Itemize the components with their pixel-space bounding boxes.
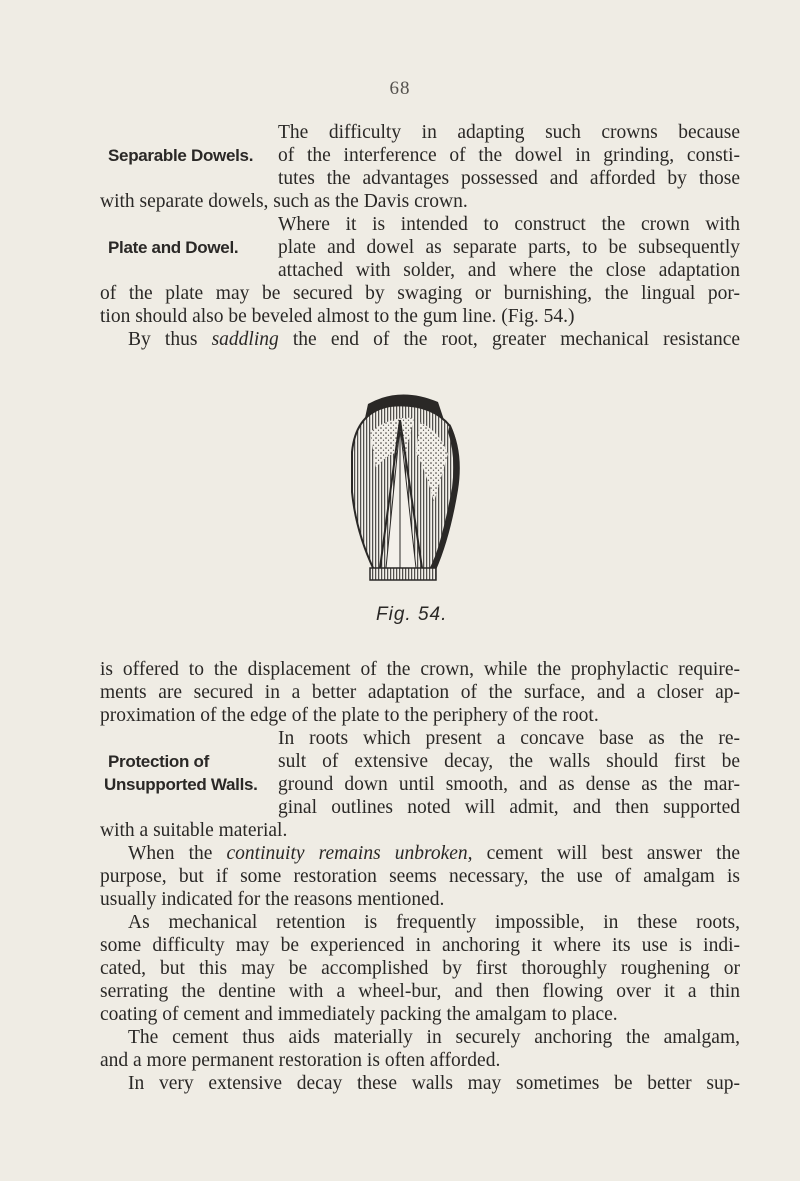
tooth-root-drawing — [330, 392, 470, 592]
text-line: sult of extensive decay, the walls should first be — [278, 751, 740, 772]
text-line: attached with solder, and where the close adaptation — [278, 260, 740, 281]
text-line: tutes the advantages possessed and afforded by those — [278, 168, 740, 189]
emphasis-text: continuity remains unbroken, — [226, 843, 473, 864]
text-span: When the — [128, 843, 227, 864]
text-line: with separate dowels, such as the Davis crown. — [100, 191, 468, 212]
text-line: ground down until smooth, and as dense as the mar- — [278, 774, 740, 795]
text-line: Where it is intended to construct the crown with — [278, 214, 740, 235]
text-line: and a more permanent restoration is often afforded. — [100, 1050, 501, 1071]
side-heading-unsupported-walls: Unsupported Walls. — [104, 775, 258, 794]
text-line: The difficulty in adapting such crowns because — [278, 122, 740, 143]
text-line: of the plate may be secured by swaging or burnishing, the lingual por- — [100, 283, 740, 304]
figure-caption: Fig. 54. — [376, 604, 448, 625]
text-line: The cement thus aids materially in securely anchoring the amalgam, — [128, 1027, 740, 1048]
text-line — [128, 842, 740, 865]
text-line: cated, but this may be accomplished by first thoroughly roughening or — [100, 958, 740, 979]
text-line: of the interference of the dowel in grinding, consti- — [278, 145, 740, 166]
emphasis-text: saddling — [211, 329, 279, 350]
text-span: the end of the root, greater mechanical resistance — [278, 329, 741, 350]
text-line: usually indicated for the reasons mentioned. — [100, 889, 445, 910]
text-line: ginal outlines noted will admit, and then supported — [278, 797, 740, 818]
side-heading-protection: Protection of — [108, 752, 209, 771]
text-line: with a suitable material. — [100, 820, 288, 841]
page-number: 68 — [389, 78, 411, 99]
figure-tooth-root-illustration — [330, 392, 470, 592]
side-heading-plate-and-dowel: Plate and Dowel. — [108, 238, 239, 257]
text-line: coating of cement and immediately packing the amalgam to place. — [100, 1004, 618, 1025]
text-line: ments are secured in a better adaptation of the surface, and a closer ap- — [100, 682, 740, 703]
text-line: In roots which present a concave base as the re- — [278, 728, 740, 749]
text-line: purpose, but if some restoration seems necessary, the use of amalgam is — [100, 866, 740, 887]
side-heading-separable-dowels: Separable Dowels. — [108, 146, 254, 165]
text-line: is offered to the displacement of the crown, while the prophylactic require- — [100, 659, 740, 680]
text-line: As mechanical retention is frequently impossible, in these roots, — [128, 912, 740, 933]
text-line: tion should also be beveled almost to the gum line. (Fig. 54.) — [100, 306, 575, 327]
text-line: plate and dowel as separate parts, to be subsequently — [278, 237, 740, 258]
text-span: By thus — [128, 329, 212, 350]
text-span: cement will best answer the — [472, 843, 740, 864]
text-line: serrating the dentine with a wheel-bur, and then flowing over it a thin — [100, 981, 740, 1002]
text-line: some difficulty may be experienced in anchoring it where its use is indi- — [100, 935, 740, 956]
text-line: In very extensive decay these walls may sometimes be better sup- — [128, 1073, 740, 1094]
text-line: proximation of the edge of the plate to the periphery of the root. — [100, 705, 599, 726]
text-line — [128, 328, 740, 351]
